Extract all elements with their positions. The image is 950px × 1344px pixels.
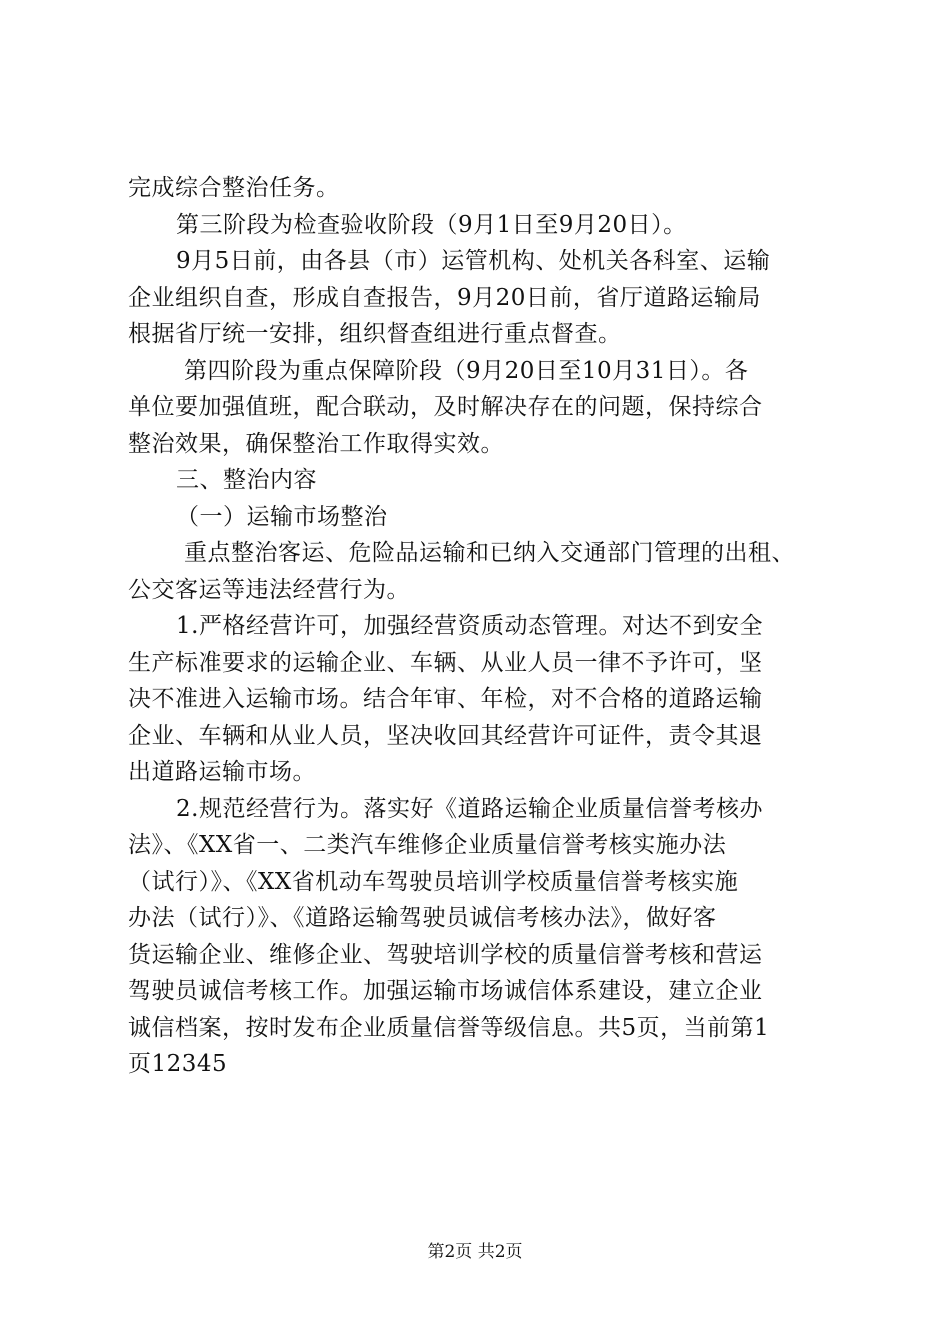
text-line: （试行）》、《XX省机动车驾驶员培训学校质量信誉考核实施 — [128, 868, 739, 895]
text-line: 三、整治内容 — [176, 467, 317, 493]
text-line: 根据省厅统一安排，组织督查组进行重点督查。 — [128, 321, 622, 347]
text-line: 货运输企业、维修企业、驾驶培训学校的质量信誉考核和营运 — [128, 941, 763, 968]
document-body — [128, 170, 828, 1083]
text-line: 生产标准要求的运输企业、车辆、从业人员一律不予许可，坚 — [128, 649, 763, 676]
text-line: 第三阶段为检查验收阶段（9月1日至9月20日）。 — [176, 211, 687, 238]
text-line: 第四阶段为重点保障阶段（9月20日至10月31日）。各 — [184, 357, 749, 384]
text-line: 1.严格经营许可，加强经营资质动态管理。对达不到安全 — [176, 613, 763, 639]
text-line: 诚信档案，按时发布企业质量信誉等级信息。共5页，当前第1 — [128, 1014, 770, 1041]
text-line: 企业组织自查，形成自查报告，9月20日前，省厅道路运输局 — [128, 284, 761, 311]
text-line: 驾驶员诚信考核工作。加强运输市场诚信体系建设，建立企业 — [128, 978, 763, 1004]
text-line: 决不准进入运输市场。结合年审、年检，对不合格的道路运输 — [128, 686, 763, 712]
text-line: 公交客运等违法经营行为。 — [128, 576, 410, 603]
text-line: 办法（试行）》、《道路运输驾驶员诚信考核办法》，做好客 — [128, 905, 717, 931]
text-line: （一）运输市场整治 — [176, 503, 388, 530]
text-line: 重点整治客运、危险品运输和已纳入交通部门管理的出租、 — [184, 540, 795, 566]
text-line: 9月5日前，由各县（市）运管机构、处机关各科室、运输 — [176, 248, 771, 274]
text-line: 2.规范经营行为。落实好《道路运输企业质量信誉考核办 — [176, 795, 763, 822]
text-line: 页12345 — [128, 1051, 228, 1077]
text-line: 法》、《XX省一、二类汽车维修企业质量信誉考核实施办法 — [128, 832, 727, 858]
text-line: 出道路运输市场。 — [128, 759, 316, 785]
text-line: 单位要加强值班，配合联动，及时解决存在的问题，保持综合 — [128, 394, 763, 420]
text-line: 完成综合整治任务。 — [128, 175, 340, 201]
text-line: 整治效果，确保整治工作取得实效。 — [128, 430, 504, 457]
page-footer: 第2页 共2页 — [427, 1242, 523, 1262]
text-line: 企业、车辆和从业人员，坚决收回其经营许可证件，责令其退 — [128, 722, 763, 749]
